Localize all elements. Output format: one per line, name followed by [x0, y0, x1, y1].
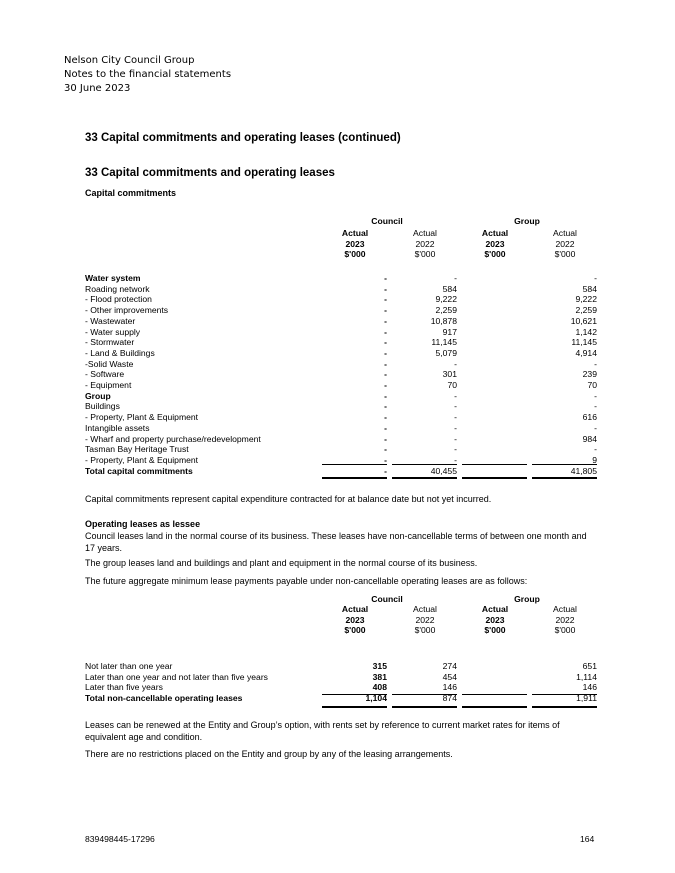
row-value: -	[384, 326, 387, 337]
row-value: -	[384, 454, 387, 465]
leases-paragraph-4: Leases can be renewed at the Entity and Group’s option, with rents set by reference to current market rates for items of equivalent age and condition.	[85, 720, 560, 742]
header-org: Nelson City Council Group	[64, 55, 195, 66]
col-header: Actual 2022 $'000	[553, 604, 577, 635]
table-row	[85, 359, 595, 370]
row-value: 874	[442, 692, 457, 703]
col-header: Actual 2022 $'000	[553, 228, 577, 259]
row-value: 11,145	[431, 337, 457, 348]
row-value: 301	[442, 369, 457, 380]
row-value: -	[384, 444, 387, 455]
row-label: - Property, Plant & Equipment	[85, 412, 199, 423]
double-rule	[462, 477, 527, 479]
row-value: -	[454, 390, 457, 401]
row-value: -	[384, 465, 387, 476]
section-title: 33 Capital commitments and operating leases	[85, 167, 335, 179]
table-row	[85, 305, 595, 316]
council-group-header: Council	[371, 594, 403, 604]
row-value: 70	[447, 380, 457, 390]
row-label: - Equipment	[85, 380, 132, 390]
row-value: -	[384, 412, 387, 423]
row-value: 917	[442, 326, 457, 337]
row-value: -	[594, 444, 597, 455]
row-value: -	[384, 380, 387, 390]
row-label: - Flood protection	[85, 294, 152, 305]
footer-doc-id: 839498445-17296	[85, 834, 155, 844]
table-row	[85, 412, 595, 423]
row-label: Intangible assets	[85, 422, 150, 433]
row-value: -	[594, 390, 597, 401]
row-label: Total capital commitments	[85, 465, 193, 476]
row-value: -	[454, 422, 457, 433]
row-label: - Wharf and property purchase/redevelopment	[85, 433, 261, 444]
row-label: - Stormwater	[85, 337, 135, 348]
row-value: -	[384, 422, 387, 433]
row-label: Water system	[85, 273, 141, 283]
row-label: Total non-cancellable operating leases	[85, 692, 243, 703]
row-value: -	[454, 273, 457, 283]
row-label: - Water supply	[85, 326, 141, 337]
row-value: 381	[372, 671, 387, 682]
table-row	[85, 369, 595, 380]
table-row	[85, 444, 595, 455]
table-row	[85, 348, 595, 359]
row-value: 41,805	[570, 465, 597, 476]
row-value: 2,259	[575, 305, 597, 316]
col-header: Actual 2023 $'000	[481, 228, 509, 259]
table-row	[85, 391, 595, 402]
row-value: -	[454, 444, 457, 455]
row-label: Buildings	[85, 401, 120, 412]
group-group-header: Group	[514, 216, 540, 226]
row-value: 1,911	[576, 692, 597, 703]
row-value: 1,114	[576, 671, 597, 682]
header-subtitle: Notes to the financial statements	[64, 69, 232, 80]
row-value: 10,878	[430, 315, 457, 326]
row-label: Not later than one year	[85, 661, 173, 671]
row-value: 146	[442, 682, 457, 692]
row-value: -	[594, 422, 597, 433]
council-group-header: Council	[371, 216, 403, 226]
col-header: Actual 2023 $'000	[341, 604, 369, 635]
row-value: -	[384, 433, 387, 444]
row-value: 9,222	[435, 294, 457, 305]
row-value: -	[384, 358, 387, 369]
row-value: 70	[587, 380, 597, 390]
row-value: 984	[582, 433, 597, 444]
row-value: 10,621	[570, 315, 597, 326]
double-rule	[322, 477, 387, 479]
rule	[462, 464, 527, 465]
row-value: 9,222	[575, 294, 597, 305]
row-value: -	[384, 273, 387, 283]
row-value: 5,079	[435, 347, 457, 358]
row-label: - Software	[85, 369, 125, 380]
row-label: - Other improvements	[85, 305, 169, 316]
double-rule	[392, 477, 457, 479]
col-header: Actual 2023 $'000	[481, 604, 509, 635]
table-row	[85, 661, 595, 672]
row-label: - Property, Plant & Equipment	[85, 454, 199, 465]
row-value: -	[594, 358, 597, 369]
row-value: 239	[582, 369, 597, 380]
double-rule	[462, 706, 527, 708]
rule	[322, 464, 387, 465]
capital-heading: Capital commitments	[85, 188, 177, 198]
row-value: -	[384, 390, 387, 401]
row-value: -	[384, 369, 387, 380]
row-label: Group	[85, 390, 111, 401]
leases-paragraph-3: The future aggregate minimum lease payments payable under non-cancellable operating leases are as follows:	[85, 576, 528, 586]
row-value: -	[384, 401, 387, 412]
rule	[462, 694, 527, 695]
row-label: Roading network	[85, 283, 150, 294]
group-group-header: Group	[514, 594, 540, 604]
row-value: 651	[582, 661, 597, 671]
row-label: Later than five years	[85, 682, 163, 692]
row-label: - Wastewater	[85, 315, 136, 326]
row-value: -	[454, 454, 457, 465]
row-value: -	[594, 401, 597, 412]
row-value: -	[454, 401, 457, 412]
row-value: -	[594, 273, 597, 283]
col-header: Actual 2022 $'000	[413, 228, 437, 259]
double-rule	[532, 706, 597, 708]
document-header	[64, 54, 231, 96]
row-value: -	[454, 433, 457, 444]
table-row	[85, 401, 595, 412]
header-date: 30 June 2023	[64, 83, 131, 94]
row-value: -	[454, 358, 457, 369]
row-value: 1,104	[365, 692, 387, 703]
row-value: 454	[442, 671, 457, 682]
row-label: Tasman Bay Heritage Trust	[85, 444, 189, 455]
row-label: -Solid Waste	[85, 358, 134, 369]
table-row	[85, 466, 595, 477]
row-value: 584	[442, 283, 457, 294]
table-row	[85, 380, 595, 391]
leases-paragraph-5: There are no restrictions placed on the Entity and group by any of the leasing arrangements.	[85, 749, 453, 759]
row-value: -	[384, 315, 387, 326]
rule	[532, 464, 597, 465]
table-row	[85, 682, 595, 693]
table-row	[85, 337, 595, 348]
row-value: 408	[372, 682, 387, 692]
table-row	[85, 672, 595, 683]
leases-paragraph-2: The group leases land and buildings and plant and equipment in the normal course of its business.	[85, 558, 478, 568]
row-value: 2,259	[435, 305, 457, 316]
section-title-continued: 33 Capital commitments and operating leases (continued)	[85, 132, 401, 144]
capital-note: Capital commitments represent capital expenditure contracted for at balance date but not yet incurred.	[85, 494, 492, 504]
footer-page-number: 164	[580, 834, 595, 844]
row-value: 616	[582, 412, 597, 423]
leases-heading: Operating leases as lessee	[85, 519, 201, 529]
row-value: 11,145	[571, 337, 597, 348]
row-value: 4,914	[575, 347, 597, 358]
row-value: -	[384, 294, 387, 305]
col-header: Actual 2022 $'000	[413, 604, 437, 635]
rule	[322, 694, 387, 695]
row-value: 274	[442, 661, 457, 671]
row-label: - Land & Buildings	[85, 347, 155, 358]
double-rule	[392, 706, 457, 708]
table-row	[85, 273, 595, 284]
rule	[392, 694, 457, 695]
table-row	[85, 434, 595, 445]
col-header: Actual 2023 $'000	[341, 228, 369, 259]
rule	[392, 464, 457, 465]
row-value: 9	[592, 454, 597, 465]
double-rule	[322, 706, 387, 708]
row-value: 40,455	[430, 465, 457, 476]
double-rule	[532, 477, 597, 479]
table-row	[85, 294, 595, 305]
row-label: Later than one year and not later than five years	[85, 671, 268, 682]
rule	[532, 694, 597, 695]
row-value: -	[384, 305, 387, 316]
row-value: -	[384, 283, 387, 294]
leases-paragraph-1: Council leases land in the normal course of its business. These leases have non-cancellable terms of between one month and 17 years.	[85, 531, 587, 553]
row-value: 146	[582, 682, 597, 692]
table-row	[85, 423, 595, 434]
row-value: 315	[372, 661, 387, 671]
row-value: -	[384, 337, 387, 348]
row-value: 1,142	[575, 326, 597, 337]
table-row	[85, 284, 595, 295]
row-value: 584	[582, 283, 597, 294]
table-row	[85, 316, 595, 327]
row-value: -	[454, 412, 457, 423]
table-row	[85, 327, 595, 338]
row-value: -	[384, 347, 387, 358]
